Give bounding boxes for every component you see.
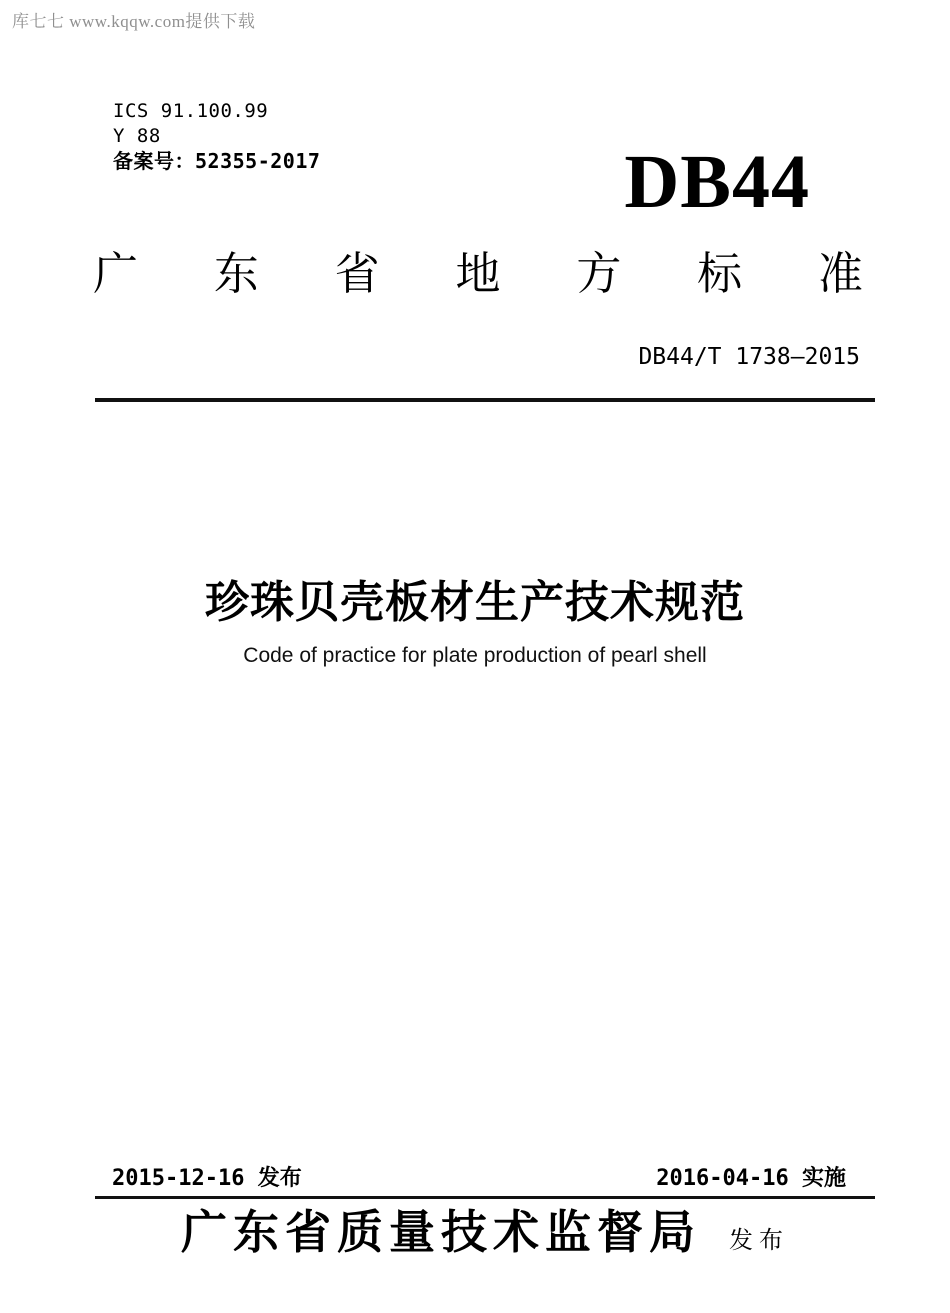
issue-date: 2015-12-16 发布: [112, 1166, 302, 1191]
publisher-name: 广东省质量技术监督局: [181, 1207, 701, 1258]
standard-title-zh: 珍珠贝壳板材生产技术规范: [205, 578, 745, 627]
standard-name: [93, 249, 863, 299]
standard-name-char: 标: [697, 248, 743, 299]
header-divider: [95, 398, 875, 402]
standard-name-char: 东: [213, 248, 259, 299]
standard-number: DB44/T 1738—2015: [638, 344, 860, 370]
publisher-row: [95, 1208, 875, 1259]
footer-divider: [95, 1196, 875, 1199]
db44-logo: DB44: [624, 140, 810, 224]
publish-label: 发布: [729, 1227, 789, 1254]
dates-row: [112, 1161, 846, 1192]
ics-code: ICS 91.100.99: [113, 100, 269, 122]
classification-block: [113, 99, 320, 174]
standard-name-char: 准: [817, 248, 863, 299]
standard-name-char: 省: [334, 248, 380, 299]
standard-title-en: Code of practice for plate production of pearl shell: [243, 644, 707, 667]
record-number: 备案号：52355-2017: [113, 149, 321, 173]
implement-date: 2016-04-16 实施: [656, 1166, 846, 1191]
standard-name-char: 地: [455, 248, 501, 299]
standard-name-char: 方: [576, 248, 622, 299]
watermark-text: 库七七 www.kqqw.com提供下载: [12, 12, 256, 31]
standard-name-char: 广: [93, 248, 139, 299]
classification-code: Y 88: [113, 125, 161, 147]
